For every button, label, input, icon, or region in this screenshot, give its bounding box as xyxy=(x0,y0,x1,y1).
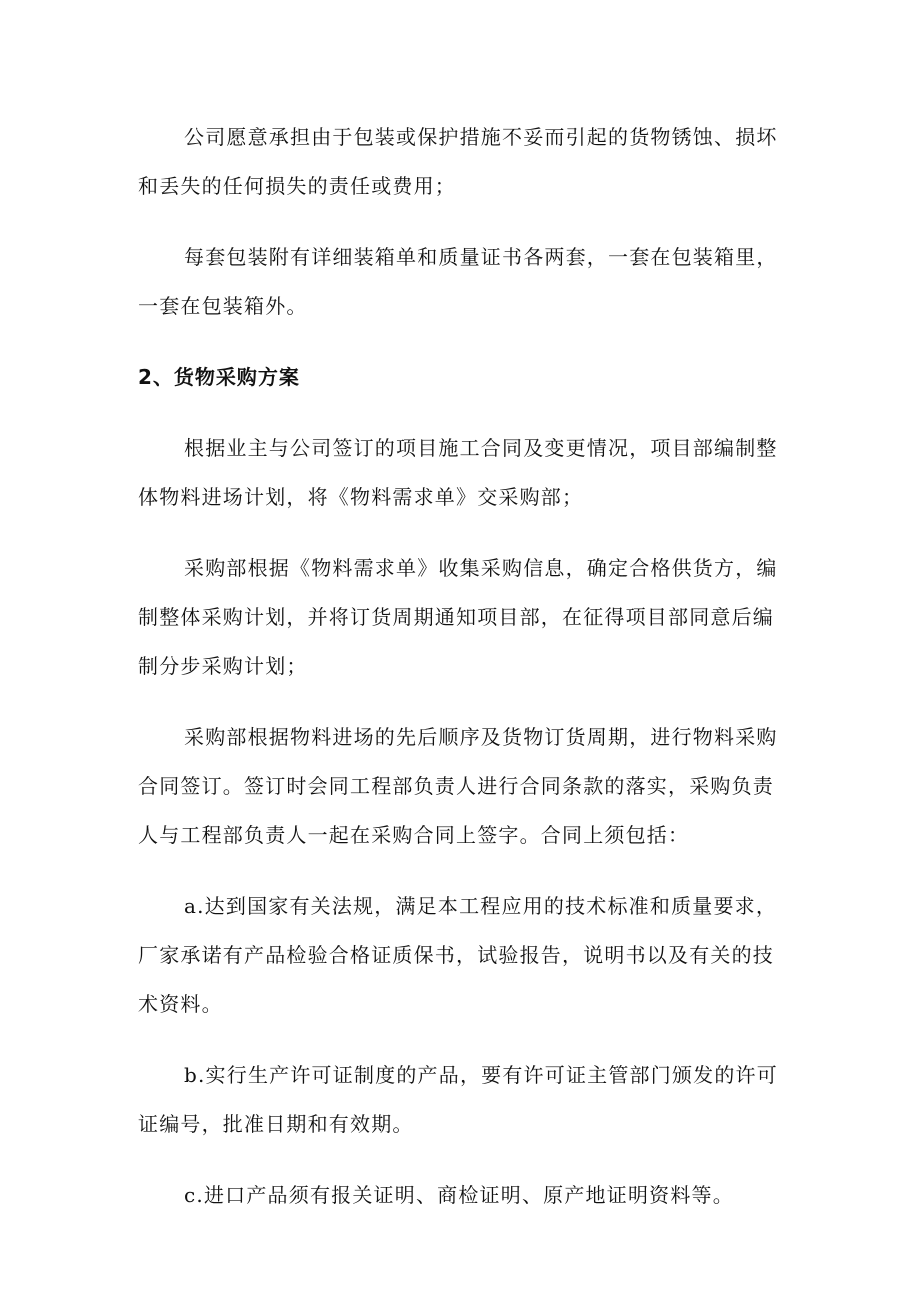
paragraph-packaging-liability: 公司愿意承担由于包装或保护措施不妥而引起的货物锈蚀、损坏和丢失的任何损失的责任或费用； xyxy=(138,125,778,198)
paragraph-packing-list: 每套包装附有详细装箱单和质量证书各两套，一套在包装箱里，一套在包装箱外。 xyxy=(138,245,778,318)
paragraph-item-a: a.达到国家有关法规，满足本工程应用的技术标准和质量要求，厂家承诺有产品检验合格证质保书，试验报告，说明书以及有关的技术资料。 xyxy=(138,894,778,1016)
paragraph-item-b: b.实行生产许可证制度的产品，要有许可证主管部门颁发的许可证编号，批准日期和有效期。 xyxy=(138,1063,778,1136)
paragraph-material-plan: 根据业主与公司签订的项目施工合同及变更情况，项目部编制整体物料进场计划，将《物料需求单》交采购部； xyxy=(138,436,778,509)
paragraph-item-c: c.进口产品须有报关证明、商检证明、原产地证明资料等。 xyxy=(184,1183,734,1207)
document-body xyxy=(138,113,788,1242)
paragraph-procurement-plan: 采购部根据《物料需求单》收集采购信息，确定合格供货方，编制整体采购计划，并将订货周期通知项目部，在征得项目部同意后编制分步采购计划； xyxy=(138,556,778,678)
section-heading: 2、货物采购方案 xyxy=(138,365,300,389)
paragraph-contract-signing: 采购部根据物料进场的先后顺序及货物订货周期，进行物料采购合同签订。签订时会同工程部负责人进行合同条款的落实，采购负责人与工程部负责人一起在采购合同上签字。合同上须包括： xyxy=(138,725,778,847)
